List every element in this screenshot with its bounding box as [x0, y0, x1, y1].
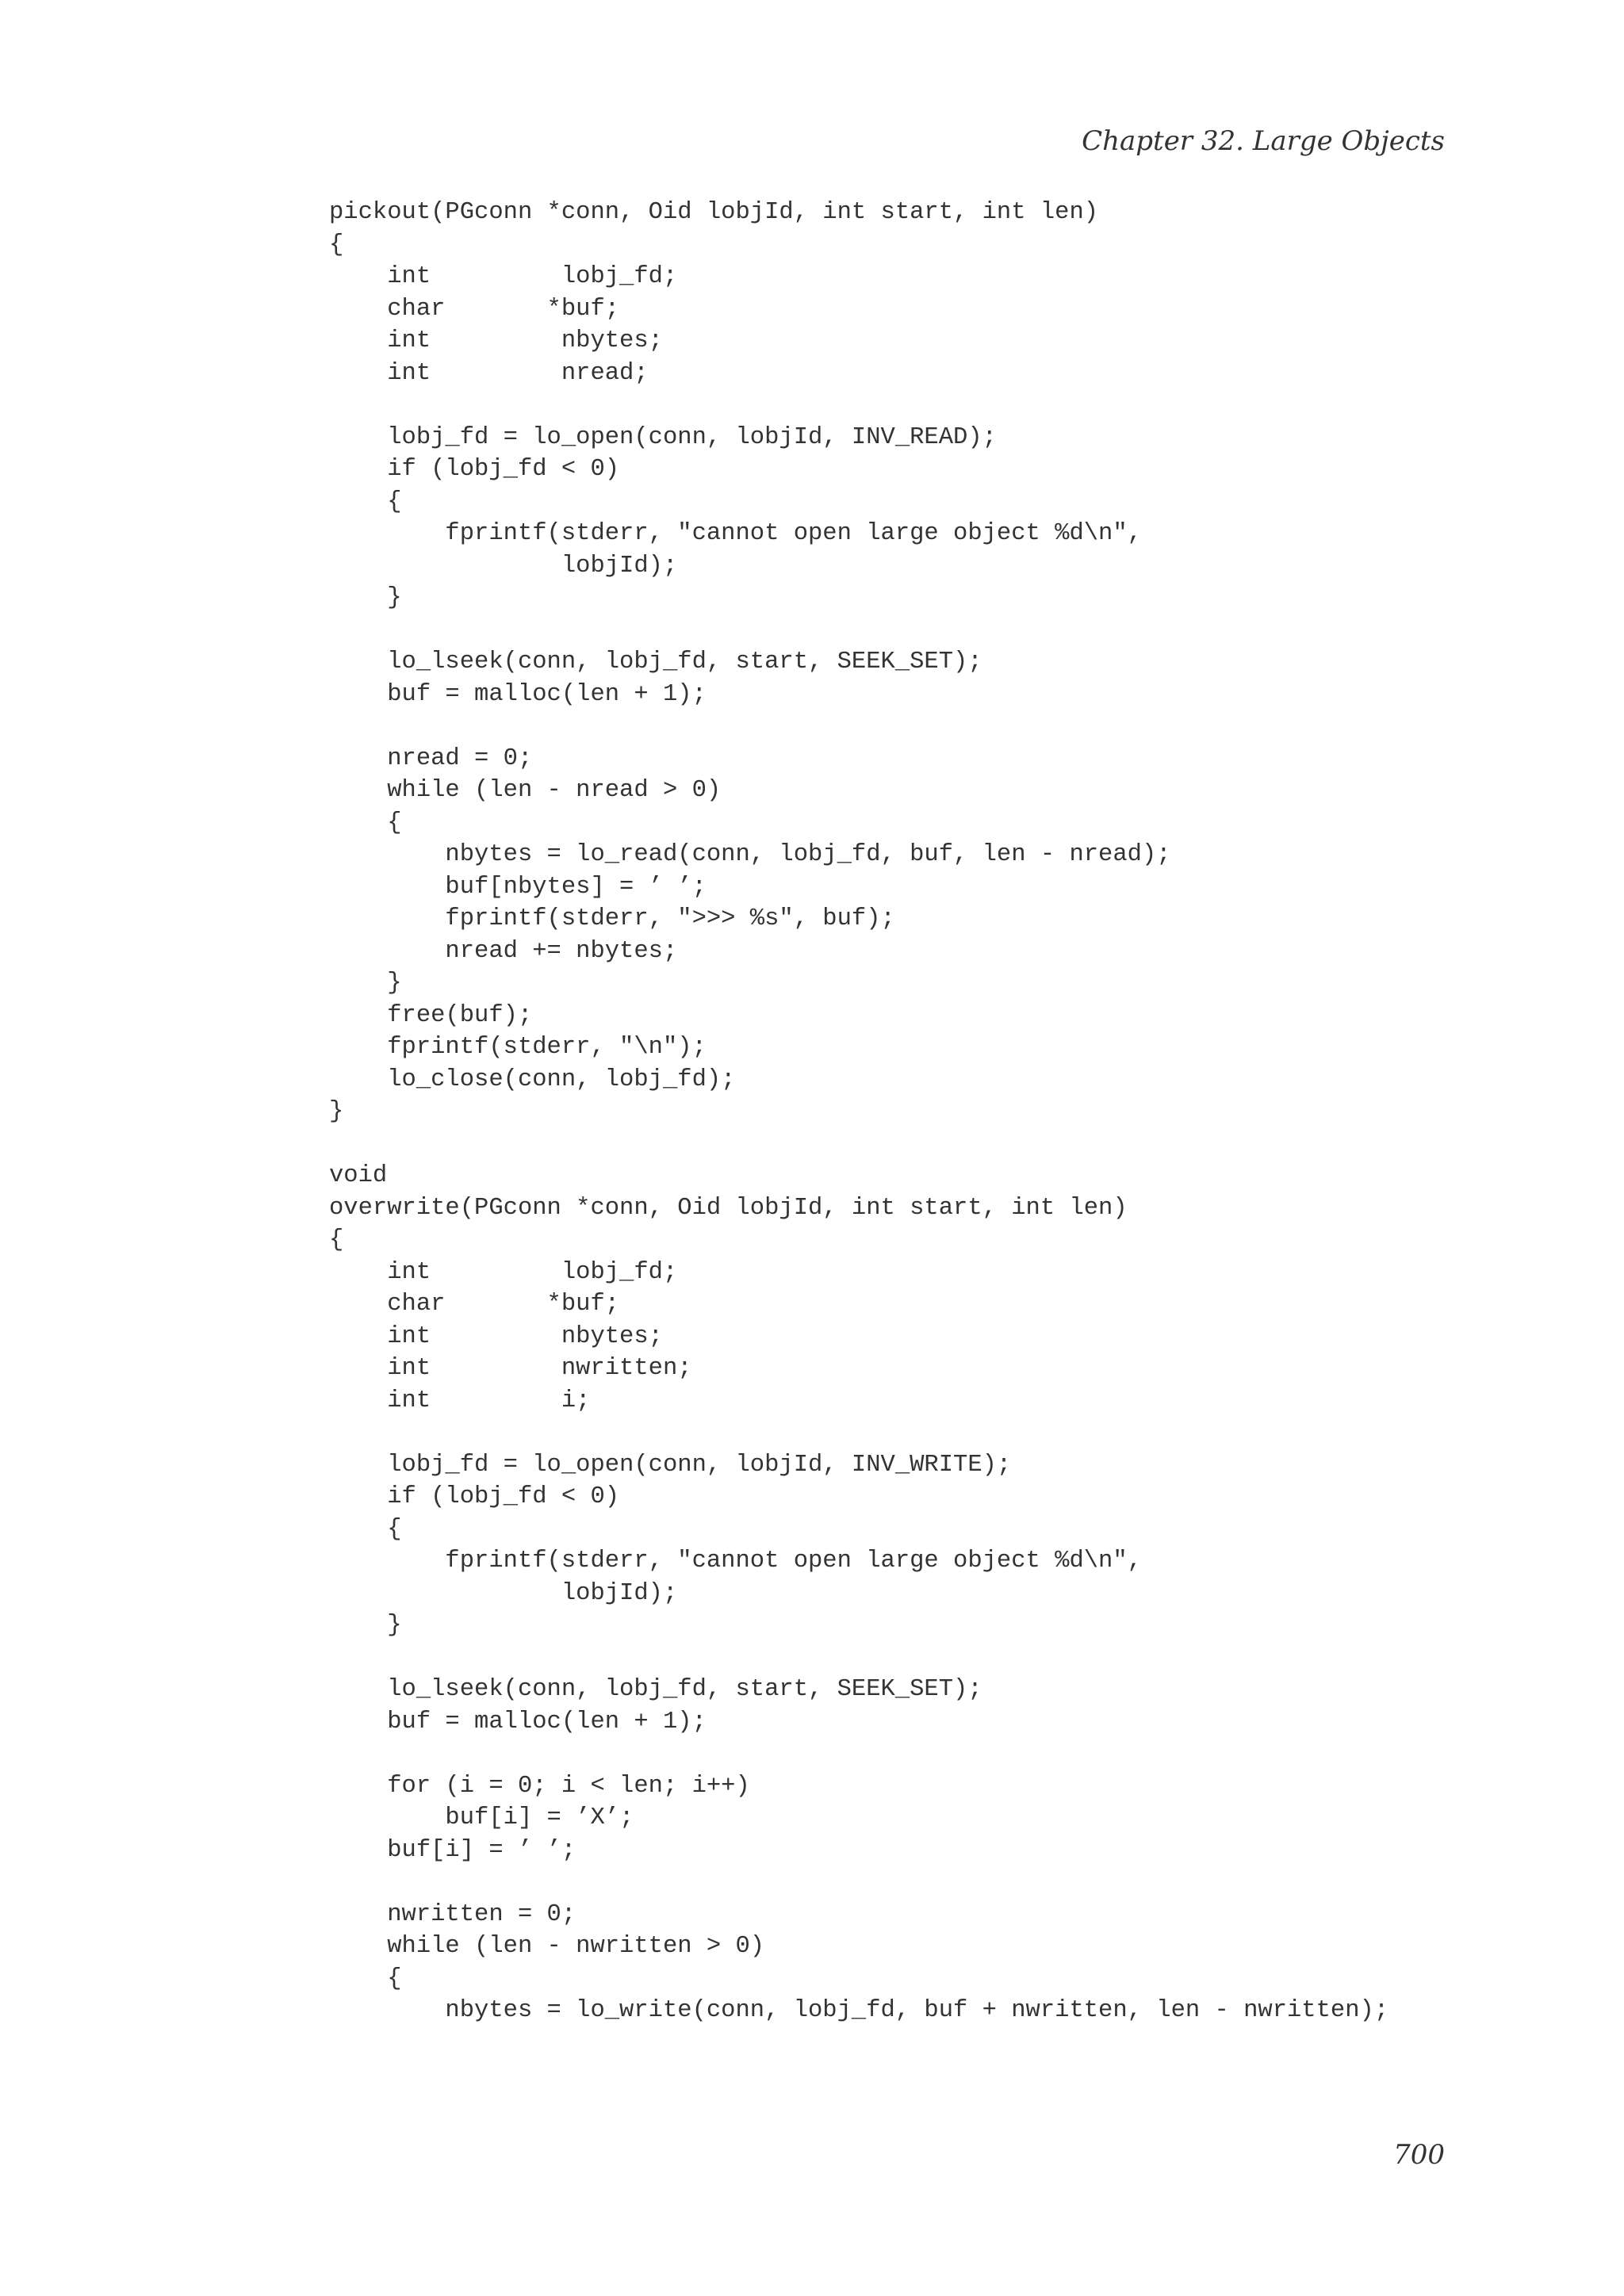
code-line — [329, 614, 1388, 647]
code-line: lobjId); — [329, 552, 678, 580]
code-line: } — [329, 1098, 344, 1125]
code-line — [329, 1738, 1388, 1770]
code-line: nwritten = 0; — [329, 1900, 576, 1928]
page-number: 700 — [1393, 2139, 1445, 2171]
code-line: buf[nbytes] = ’ ’; — [329, 873, 707, 901]
code-line: lobj_fd = lo_open(conn, lobjId, INV_WRITE); — [329, 1451, 1012, 1479]
code-line: int lobj_fd; — [329, 1258, 678, 1286]
code-line: nbytes = lo_read(conn, lobj_fd, buf, len - nread); — [329, 841, 1171, 868]
code-line: lo_lseek(conn, lobj_fd, start, SEEK_SET); — [329, 649, 982, 675]
code-line: { — [329, 1226, 344, 1253]
code-line — [329, 1417, 1388, 1449]
code-line: nread = 0; — [329, 744, 533, 772]
code-listing — [329, 197, 1388, 2027]
code-line: fprintf(stderr, "cannot open large object %d\n", — [329, 1548, 1142, 1575]
code-line: nbytes = lo_write(conn, lobj_fd, buf + nwritten, len - nwritten); — [329, 1997, 1389, 2024]
code-line: int lobj_fd; — [329, 263, 678, 290]
code-line: for (i = 0; i < len; i++) — [329, 1772, 750, 1800]
code-line: char *buf; — [329, 1291, 620, 1318]
code-line: if (lobj_fd < 0) — [329, 1483, 620, 1510]
code-line: overwrite(PGconn *conn, Oid lobjId, int start, int len) — [329, 1194, 1128, 1222]
code-line: fprintf(stderr, "\n"); — [329, 1034, 707, 1061]
code-line: { — [329, 1965, 402, 1992]
code-line: pickout(PGconn *conn, Oid lobjId, int start, int len) — [329, 199, 1099, 226]
code-line: buf = malloc(len + 1); — [329, 680, 707, 708]
code-line: while (len - nread > 0) — [329, 777, 722, 804]
code-line — [329, 1866, 1388, 1899]
code-line: buf[i] = ’ ’; — [329, 1836, 576, 1864]
code-line: } — [329, 970, 402, 997]
code-line: { — [329, 231, 344, 258]
code-line — [329, 710, 1388, 743]
code-line: free(buf); — [329, 1001, 533, 1029]
code-line: char *buf; — [329, 295, 620, 323]
code-line: { — [329, 809, 402, 836]
code-line: int nbytes; — [329, 327, 663, 354]
code-line — [329, 389, 1388, 422]
code-line: fprintf(stderr, "cannot open large object %d\n", — [329, 520, 1142, 547]
code-line: buf = malloc(len + 1); — [329, 1708, 707, 1735]
code-line: } — [329, 584, 402, 611]
code-line: lo_close(conn, lobj_fd); — [329, 1066, 736, 1093]
code-line: lobjId); — [329, 1579, 678, 1607]
code-line: int nwritten; — [329, 1355, 692, 1382]
code-line: lo_lseek(conn, lobj_fd, start, SEEK_SET); — [329, 1676, 982, 1703]
code-line: lobj_fd = lo_open(conn, lobjId, INV_READ); — [329, 423, 997, 451]
code-line: fprintf(stderr, ">>> %s", buf); — [329, 905, 895, 932]
code-line: int i; — [329, 1387, 591, 1414]
code-line: int nbytes; — [329, 1322, 663, 1350]
code-line: } — [329, 1612, 402, 1639]
code-line: { — [329, 1515, 402, 1543]
code-line: void — [329, 1162, 388, 1189]
code-line: int nread; — [329, 359, 649, 387]
code-line: nread += nbytes; — [329, 937, 678, 965]
code-line: if (lobj_fd < 0) — [329, 456, 620, 483]
code-line: while (len - nwritten > 0) — [329, 1933, 765, 1960]
code-line: buf[i] = ’X’; — [329, 1804, 634, 1831]
chapter-header: Chapter 32. Large Objects — [1082, 125, 1445, 157]
code-line: { — [329, 488, 402, 515]
code-line — [329, 1128, 1388, 1161]
code-line — [329, 1642, 1388, 1674]
